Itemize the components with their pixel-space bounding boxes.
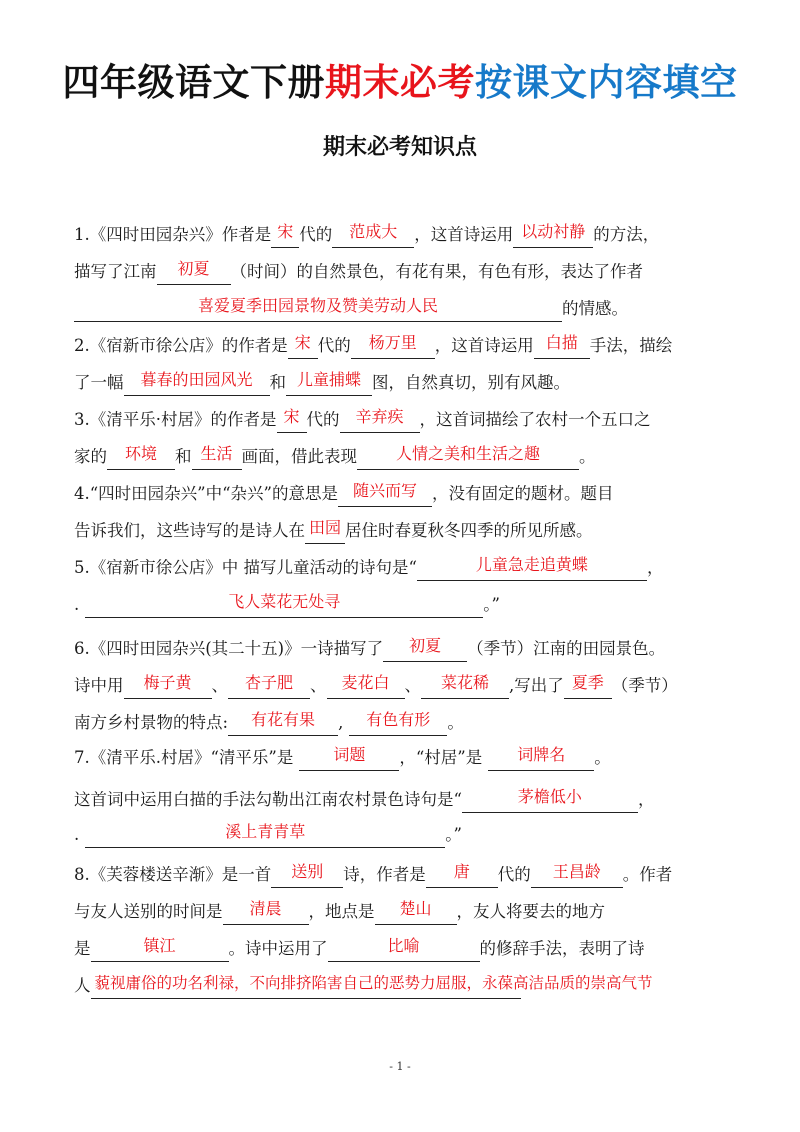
q3-blank-1: 宋 [277,407,307,433]
q3-line-2: 家的 环境 和 生活 画面，借此表现 人情之美和生活之趣 。 [74,444,596,470]
q8-blank-1: 送别 [271,862,343,888]
q6-blank-5: 菜花稀 [421,673,509,699]
q2-blank-1: 宋 [288,333,318,359]
page-subtitle: 期末必考知识点 [322,135,477,160]
q8-line-4: 人 藐视庸俗的功名利禄，不向排挤陷害自己的恶势力屈服，永葆高洁品质的崇高气节 [74,973,521,999]
q4-blank-2: 田园 [305,518,345,544]
q8-line-3: 是 镇江 。诗中运用了 比喻 的修辞手法，表明了诗 [74,936,645,962]
q7-blank-4: 溪上青青草 [85,822,445,848]
page-title [0,52,800,106]
q3-blank-4: 生活 [192,444,242,470]
q3-blank-3: 环境 [107,444,175,470]
q8-blank-5: 楚山 [375,899,457,925]
title-part-3: 按课文内容填空 [475,61,738,104]
q8-blank-2: 唐 [426,862,498,888]
q6-blank-7: 有花有果 [228,710,338,736]
q8-blank-6: 镇江 [91,936,229,962]
q1-blank-1: 宋 [271,222,299,248]
q2-blank-5: 儿童捕蝶 [286,370,372,396]
q3-blank-5: 人情之美和生活之趣 [357,444,579,470]
q2-line-2: 了一幅 暮春的田园风光 和 儿童捕蝶 图，自然真切，别有风趣。 [74,370,570,396]
q1-line-1: 1.《四时田园杂兴》作者是 宋 代的 范成大 ，这首诗运用 以动衬静 的方法， [74,222,659,248]
q4-blank-1: 随兴而写 [338,481,432,507]
title-part-1: 四年级语文下册 [62,61,325,104]
q2-blank-2: 杨万里 [351,333,435,359]
q5-line-2: . 飞人菜花无处寻 。” [74,592,500,618]
q3-blank-2: 辛弃疾 [340,407,420,433]
q2-blank-4: 暮春的田园风光 [124,370,270,396]
q7-blank-1: 词题 [299,745,399,771]
q8-blank-3: 王昌龄 [531,862,623,888]
q1-blank-4: 初夏 [157,259,231,285]
q6-blank-2: 梅子黄 [124,673,212,699]
q8-line-2: 与友人送别的时间是 清晨 ，地点是 楚山 ，友人将要去的地方 [74,899,605,925]
q8-blank-8: 藐视庸俗的功名利禄，不向排挤陷害自己的恶势力屈服，永葆高洁品质的崇高气节 [91,973,521,999]
q2-blank-3: 白描 [534,333,590,359]
q5-line-1: 5.《宿新市徐公店》中 描写儿童活动的诗句是“ 儿童急走追黄蝶 ， [74,555,663,581]
q4-line-2: 告诉我们，这些诗写的是诗人在 田园 居住时春夏秋冬四季的所见所感。 [74,518,593,544]
q6-line-3: 南方乡村景物的特点: 有花有果 , 有色有形 。 [74,710,464,736]
q6-blank-6: 夏季 [564,673,612,699]
q4-line-1: 4.“四时田园杂兴”中“杂兴”的意思是 随兴而写 ，没有固定的题材。题目 [74,481,613,507]
q6-line-1: 6.《四时田园杂兴(其二十五)》一诗描写了 初夏 （季节）江南的田园景色。 [74,636,665,662]
q2-line-1: 2.《宿新市徐公店》的作者是 宋 代的 杨万里 ，这首诗运用 白描 手法，描绘 [74,333,672,359]
q8-line-1: 8.《芙蓉楼送辛渐》是一首 送别 诗，作者是 唐 代的 王昌龄 。作者 [74,862,672,888]
q1-blank-3: 以动衬静 [513,222,593,248]
q5-blank-1: 儿童急走追黄蝶 [417,555,647,581]
q7-blank-3: 茅檐低小 [462,787,638,813]
q6-blank-1: 初夏 [383,636,467,662]
q1-line-2: 描写了江南 初夏 （时间）的自然景色，有花有果，有色有形，表达了作者 [74,259,643,285]
q7-line-1: 7.《清平乐.村居》“清平乐”是 词题 ，“村居”是 词牌名 。 [74,745,611,771]
q1-blank-5: 喜爱夏季田园景物及赞美劳动人民 [74,296,562,322]
q1-blank-2: 范成大 [332,222,414,248]
q8-blank-4: 清晨 [223,899,309,925]
q3-line-1: 3.《清平乐·村居》的作者是 宋 代的 辛弃疾 ，这首词描绘了农村一个五口之 [74,407,651,433]
q5-blank-2: 飞人菜花无处寻 [85,592,483,618]
q7-blank-2: 词牌名 [488,745,594,771]
q7-line-3: . 溪上青青草 。” [74,822,462,848]
q8-blank-7: 比喻 [328,936,480,962]
q6-blank-8: 有色有形 [349,710,447,736]
q6-line-2: 诗中用 梅子黄 、 杏子肥 、 麦花白 、 菜花稀 ,写出了 夏季 （季节） [74,673,678,699]
q1-line-3: 喜爱夏季田园景物及赞美劳动人民 的情感。 [74,296,628,322]
q6-blank-3: 杏子肥 [228,673,310,699]
page-number: - 1 - [389,1060,411,1073]
q6-blank-4: 麦花白 [327,673,405,699]
q7-line-2: 这首词中运用白描的手法勾勒出江南农村景色诗句是“ 茅檐低小 ， [74,787,654,813]
title-part-2: 期末必考 [325,61,475,104]
